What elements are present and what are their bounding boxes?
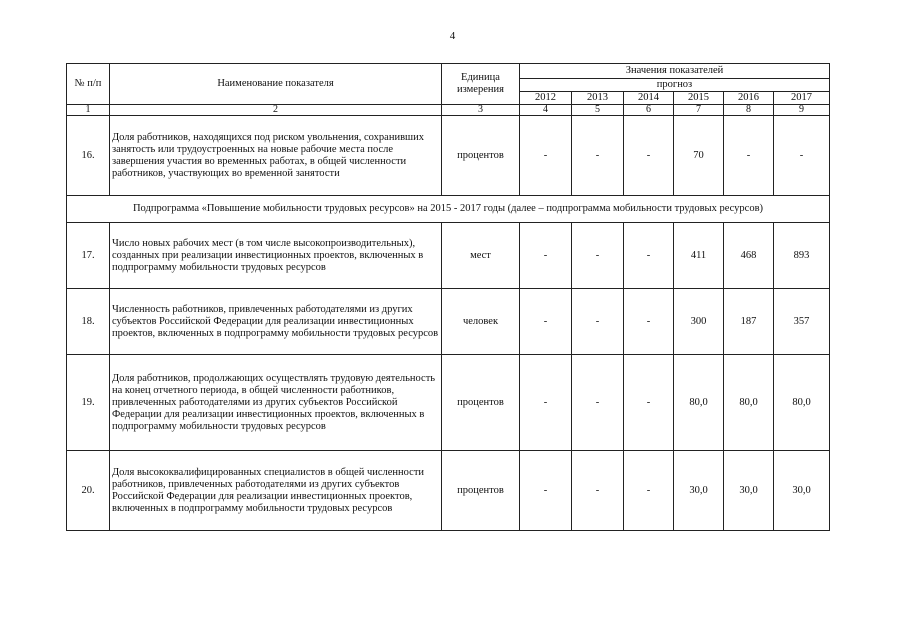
row-value: - — [520, 355, 572, 451]
row-value: 80,0 — [774, 355, 830, 451]
column-index: 3 — [442, 105, 520, 116]
row-value: - — [624, 116, 674, 196]
subprogram-row — [67, 196, 830, 223]
row-value: - — [724, 116, 774, 196]
column-index: 2 — [110, 105, 442, 116]
row-name: Численность работников, привлеченных работодателями из других субъектов Российской Федерации для реализации инвестиционных проектов, включенных в подпрограмму мобильности трудовых ресурсов — [110, 289, 442, 355]
row-num: 20. — [67, 451, 110, 531]
row-name: Доля работников, продолжающих осуществлять трудовую деятельность на конец отчетного периода, в общей численности работников, привлеченных работодателями из других субъектов Российской Федерации для реализации инвестиционных проектов, включенных в подпрограмму мобильности трудовых ресурсов — [110, 355, 442, 451]
row-value: - — [624, 451, 674, 531]
column-index-row — [67, 105, 830, 116]
row-num: 16. — [67, 116, 110, 196]
header-unit: Единица измерения — [442, 64, 520, 105]
header-num: № п/п — [67, 64, 110, 105]
table-row — [67, 451, 830, 531]
column-index: 4 — [520, 105, 572, 116]
row-unit: мест — [442, 223, 520, 289]
row-value: 893 — [774, 223, 830, 289]
row-value: - — [774, 116, 830, 196]
row-unit: процентов — [442, 116, 520, 196]
row-unit: человек — [442, 289, 520, 355]
column-index: 9 — [774, 105, 830, 116]
column-index: 6 — [624, 105, 674, 116]
header-year: 2014 — [624, 92, 674, 105]
row-value: 30,0 — [774, 451, 830, 531]
row-num: 17. — [67, 223, 110, 289]
row-value: - — [624, 289, 674, 355]
header-values: Значения показателей — [520, 64, 830, 79]
header-year: 2013 — [572, 92, 624, 105]
header-year: 2012 — [520, 92, 572, 105]
row-value: - — [572, 451, 624, 531]
row-value: - — [572, 289, 624, 355]
row-value: - — [520, 289, 572, 355]
row-value: - — [572, 223, 624, 289]
page-number: 4 — [449, 30, 456, 42]
row-value: 187 — [724, 289, 774, 355]
row-value: 80,0 — [724, 355, 774, 451]
table-row — [67, 289, 830, 355]
row-value: 30,0 — [724, 451, 774, 531]
column-index: 5 — [572, 105, 624, 116]
header-year: 2015 — [674, 92, 724, 105]
row-value: 30,0 — [674, 451, 724, 531]
row-value: - — [520, 451, 572, 531]
row-value: 357 — [774, 289, 830, 355]
row-value: 80,0 — [674, 355, 724, 451]
table-row — [67, 355, 830, 451]
table-row — [67, 223, 830, 289]
subprogram-title: Подпрограмма «Повышение мобильности трудовых ресурсов» на 2015 - 2017 годы (далее – подпрограмма мобильности трудовых ресурсов) — [67, 196, 830, 223]
column-index: 7 — [674, 105, 724, 116]
row-value: - — [572, 355, 624, 451]
column-index: 8 — [724, 105, 774, 116]
indicators-table — [66, 63, 830, 531]
header-forecast: прогноз — [520, 79, 830, 92]
row-value: - — [624, 223, 674, 289]
row-value: - — [520, 223, 572, 289]
row-value: 70 — [674, 116, 724, 196]
row-value: 411 — [674, 223, 724, 289]
header-year: 2017 — [774, 92, 830, 105]
row-name: Доля высококвалифицированных специалистов в общей численности работников, привлеченных работодателями из других субъектов Российской Федерации для реализации инвестиционных проектов, включенных в подпрограмму мобильности трудовых ресурсов — [110, 451, 442, 531]
row-value: - — [572, 116, 624, 196]
row-value: 300 — [674, 289, 724, 355]
row-value: - — [520, 116, 572, 196]
row-name: Доля работников, находящихся под риском увольнения, сохранивших занятость или трудоустроенных на новые рабочие места после завершения участия во временных работах, в общей численности работников, участвующих во временной занятости — [110, 116, 442, 196]
row-num: 19. — [67, 355, 110, 451]
header-name: Наименование показателя — [110, 64, 442, 105]
header-row-1 — [67, 64, 830, 79]
header-year: 2016 — [724, 92, 774, 105]
column-index: 1 — [67, 105, 110, 116]
table-row — [67, 116, 830, 196]
row-name: Число новых рабочих мест (в том числе высокопроизводительных), созданных при реализации инвестиционных проектов, включенных в подпрограмму мобильности трудовых ресурсов — [110, 223, 442, 289]
row-unit: процентов — [442, 355, 520, 451]
row-value: 468 — [724, 223, 774, 289]
row-unit: процентов — [442, 451, 520, 531]
row-num: 18. — [67, 289, 110, 355]
row-value: - — [624, 355, 674, 451]
